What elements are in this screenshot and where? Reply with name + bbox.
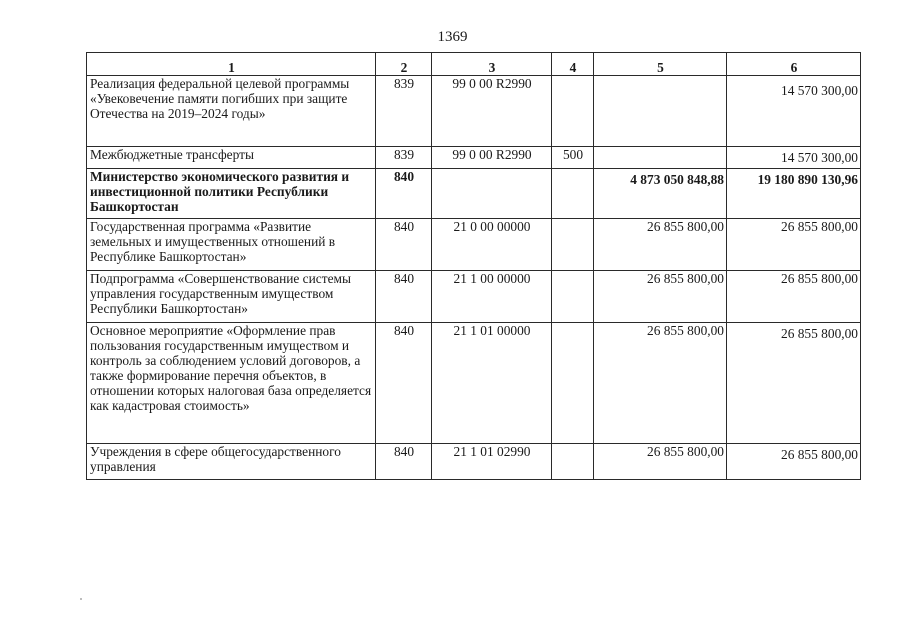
column-header-5: 5 [594, 53, 727, 76]
row-target-code: 21 0 00 00000 [432, 219, 552, 271]
table-row [87, 271, 861, 323]
row-ministry-code: 840 [376, 323, 432, 444]
row-amount-5: 4 873 050 848,88 [630, 172, 724, 187]
table-row [87, 76, 861, 147]
row-name: Министерство экономического развития и инвестиционной политики Республики Башкортостан [87, 169, 376, 219]
row-expense-type [552, 444, 594, 480]
row-amount-5: 26 855 800,00 [594, 219, 727, 271]
row-target-code: 99 0 00 R2990 [432, 76, 552, 147]
table-row [87, 323, 861, 444]
column-header-3: 3 [432, 53, 552, 76]
row-ministry-code: 839 [376, 147, 432, 169]
row-target-code: 99 0 00 R2990 [432, 147, 552, 169]
row-amount-6: 26 855 800,00 [727, 219, 861, 271]
column-header-2: 2 [376, 53, 432, 76]
row-amount-6: 19 180 890 130,96 [757, 172, 858, 187]
row-name: Основное мероприятие «Оформление прав пользования государственным имуществом и контроль за соблюдением условий договоров, а также формирование перечня объектов, в отношении которых налоговая база определяется как кадастровая стоимость» [87, 323, 376, 444]
row-amount-5: 26 855 800,00 [594, 444, 727, 480]
row-expense-type [552, 219, 594, 271]
column-header-4: 4 [552, 53, 594, 76]
row-name: Государственная программа «Развитие земельных и имущественных отношений в Республике Башкортостан» [87, 219, 376, 271]
row-ministry-code: 840 [376, 169, 432, 219]
scan-speck [80, 598, 82, 600]
row-target-code: 21 1 01 02990 [432, 444, 552, 480]
row-target-code: 21 1 01 00000 [432, 323, 552, 444]
row-expense-type [552, 323, 594, 444]
row-amount-6: 26 855 800,00 [781, 447, 858, 462]
table-row [87, 169, 861, 219]
column-header-1: 1 [87, 53, 376, 76]
row-name: Реализация федеральной целевой программы «Увековечение памяти погибших при защите Отечества на 2019–2024 годы» [87, 76, 376, 147]
row-target-code: 21 1 00 00000 [432, 271, 552, 323]
row-ministry-code: 839 [376, 76, 432, 147]
row-expense-type [552, 76, 594, 147]
budget-table [86, 52, 861, 480]
row-amount-6: 14 570 300,00 [781, 83, 858, 98]
row-amount-6: 26 855 800,00 [727, 271, 861, 323]
row-expense-type [552, 271, 594, 323]
row-target-code [432, 169, 552, 219]
row-ministry-code: 840 [376, 271, 432, 323]
row-name: Межбюджетные трансферты [87, 147, 376, 169]
column-header-6: 6 [727, 53, 861, 76]
row-amount-5: 26 855 800,00 [594, 271, 727, 323]
row-ministry-code: 840 [376, 444, 432, 480]
row-name: Подпрограмма «Совершенствование системы управления государственным имуществом Республики Башкортостан» [87, 271, 376, 323]
row-amount-6: 14 570 300,00 [781, 150, 858, 165]
row-amount-5: 26 855 800,00 [594, 323, 727, 444]
row-expense-type: 500 [552, 147, 594, 169]
table-row [87, 444, 861, 480]
row-ministry-code: 840 [376, 219, 432, 271]
row-amount-5 [594, 76, 727, 147]
table-row [87, 219, 861, 271]
table-header-row [87, 53, 861, 76]
row-amount-5 [594, 147, 727, 169]
page-number: 1369 [437, 29, 468, 45]
row-amount-6: 26 855 800,00 [781, 326, 858, 341]
table-row [87, 147, 861, 169]
row-expense-type [552, 169, 594, 219]
row-name: Учреждения в сфере общегосударственного управления [87, 444, 376, 480]
